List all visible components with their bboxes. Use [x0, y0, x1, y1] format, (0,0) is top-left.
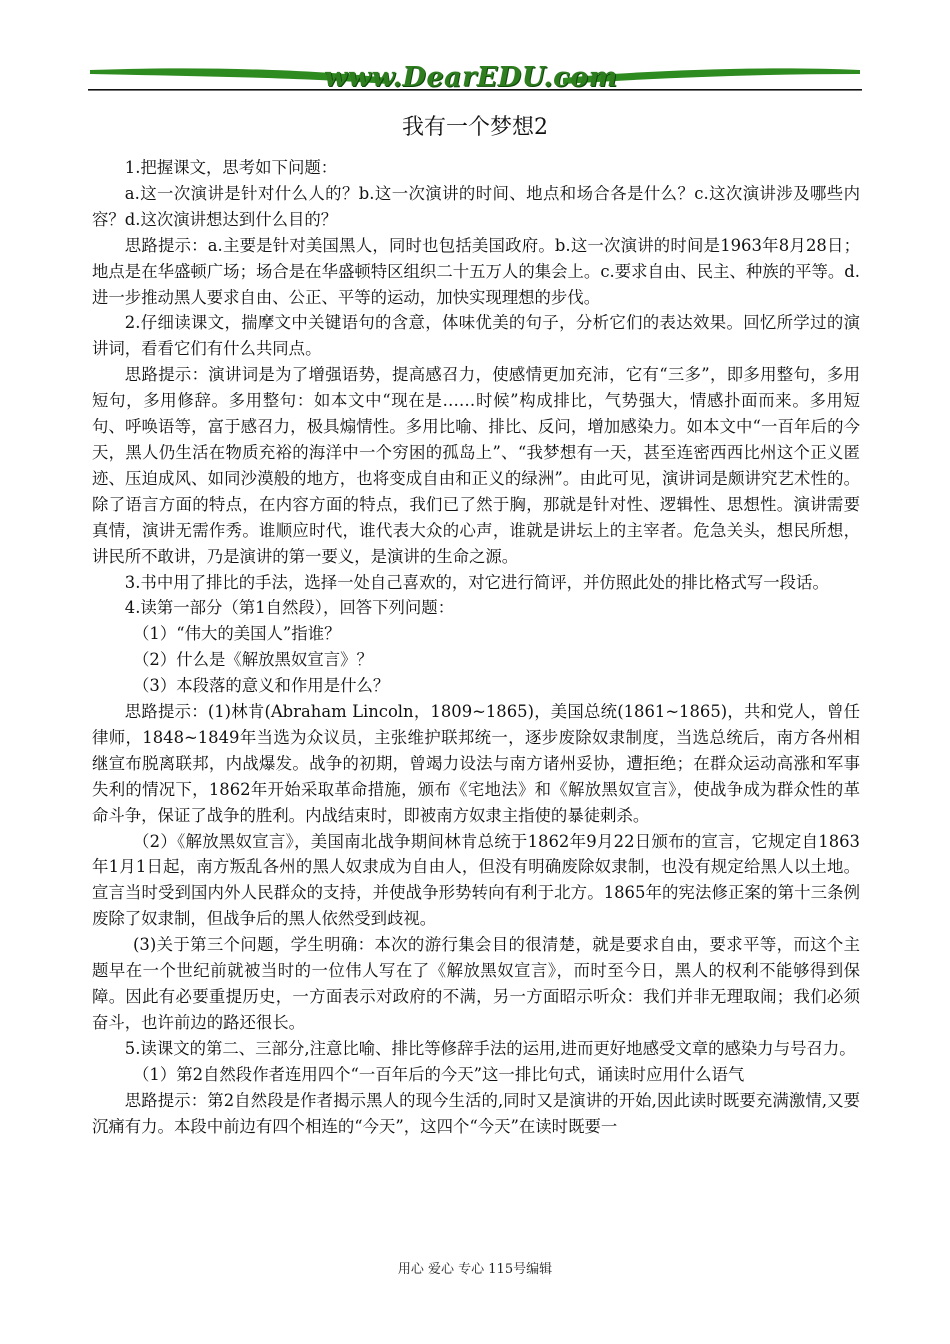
question-5: 5.读课文的第二、三部分,注意比喻、排比等修辞手法的运用,进而更好地感受文章的感染力与号召力。 [124, 1038, 856, 1058]
hint-5: 思路提示：第2自然段是作者揭示黑人的现今生活的,同时又是演讲的开始,因此读时既要充满激情,又要沉痛有力。本段中前边有四个相连的“今天”，这四个“今天”在读时既要一 [92, 1090, 860, 1136]
document-title: 我有一个梦想2 [402, 115, 548, 140]
question-4-sub-1: （1）“伟大的美国人”指谁？ [133, 624, 341, 644]
document-body [92, 155, 860, 1139]
question-4-sub-3: （3）本段落的意义和作用是什么？ [133, 676, 390, 696]
question-3: 3.书中用了排比的手法，选择一处自己喜欢的，对它进行简评，并仿照此处的排比格式写一段话。 [124, 572, 829, 592]
hint-4-2: （2）《解放黑奴宣言》，美国南北战争期间林肯总统于1862年9月22日颁布的宣言，它规定自1863年1月1日起，南方叛乱各州的黑人奴隶成为自由人，但没有明确废除奴隶制，也没有规定给黑人以土地。宣言当时受到国内外人民群众的支持，并使战争形势转向有利于北方。1865年的宪法修正案的第十三条例废除了奴隶制，但战争后的黑人依然受到歧视。 [92, 831, 860, 929]
site-header-banner [88, 58, 862, 98]
hint-4-1: 思路提示：(1)林肯(Abraham Lincoln，1809~1865)，美国总统(1861~1865)，共和党人，曾任律师，1848~1849年当选为众议员，主张维护联邦统一，逐步废除奴隶制度，当选总统后，南方各州相继宣布脱离联邦，内战爆发。战争的初期，曾竭力设法与南方诸州妥协，遭拒绝；在群众运动高涨和军事失利的情况下，1862年开始采取革命措施，颁布《宅地法》和《解放黑奴宣言》，使战争成为群众性的革命斗争，保证了战争的胜利。内战结束时，即被南方奴隶主指使的暴徒刺杀。 [92, 702, 860, 825]
question-1-items: a.这一次演讲是针对什么人的？b.这一次演讲的时间、地点和场合各是什么？c.这次演讲涉及哪些内容？d.这次演讲想达到什么目的？ [92, 183, 860, 229]
question-5-sub-1: （1）第2自然段作者连用四个“一百年后的今天”这一排比句式，诵读时应用什么语气 [133, 1064, 745, 1084]
hint-2: 思路提示：演讲词是为了增强语势，提高感召力，使感情更加充沛，它有“三多”，即多用整句，多用短句，多用修辞。多用整句：如本文中“现在是……时候”构成排比，气势强大，情感扑面而来。多用短句、呼唤语等，富于感召力，极具煽情性。多用比喻、排比、反问，增加感染力。如本文中“一百年后的今天，黑人仍生活在物质充裕的海洋中一个穷困的孤岛上”、“我梦想有一天，甚至连密西西比州这个正义匿迹、压迫成风、如同沙漠般的地方，也将变成自由和正义的绿洲”。由此可见，演讲词是颇讲究艺术性的。除了语言方面的特点，在内容方面的特点，我们已了然于胸，那就是针对性、逻辑性、思想性。演讲需要真情，演讲无需作秀。谁顺应时代，谁代表大众的心声，谁就是讲坛上的主宰者。危急关头，想民所想，讲民所不敢讲，乃是演讲的第一要义，是演讲的生命之源。 [92, 365, 860, 566]
question-2: 2.仔细读课文，揣摩文中关键语句的含意，体味优美的句子，分析它们的表达效果。回忆所学过的演讲词，看看它们有什么共同点。 [92, 313, 860, 359]
page-footer: 用心 爱心 专心 115号编辑 [397, 1262, 553, 1277]
hint-1: 思路提示：a.主要是针对美国黑人，同时也包括美国政府。b.这一次演讲的时间是1963年8月28日；地点是在华盛顿广场；场合是在华盛顿特区组织二十五万人的集会上。c.要求自由、民主、种族的平等。d.进一步推动黑人要求自由、公正、平等的运动，加快实现理想的步伐。 [92, 235, 860, 307]
question-4-sub-2: （2）什么是《解放黑奴宣言》？ [133, 650, 373, 670]
site-logo-text: www.DearEDU.com [324, 62, 618, 93]
question-4: 4.读第一部分（第1自然段），回答下列问题： [124, 598, 455, 618]
question-1: 1.把握课文，思考如下问题： [124, 158, 338, 177]
hint-4-3: (3)关于第三个问题，学生明确：本次的游行集会目的很清楚，就是要求自由，要求平等，而这个主题早在一个世纪前就被当时的一位伟人写在了《解放黑奴宣言》，而时至今日，黑人的权利不能够得到保障。因此有必要重提历史，一方面表示对政府的不满，另一方面昭示听众：我们并非无理取闹；我们必须奋斗，也许前边的路还很长。 [92, 935, 860, 1032]
